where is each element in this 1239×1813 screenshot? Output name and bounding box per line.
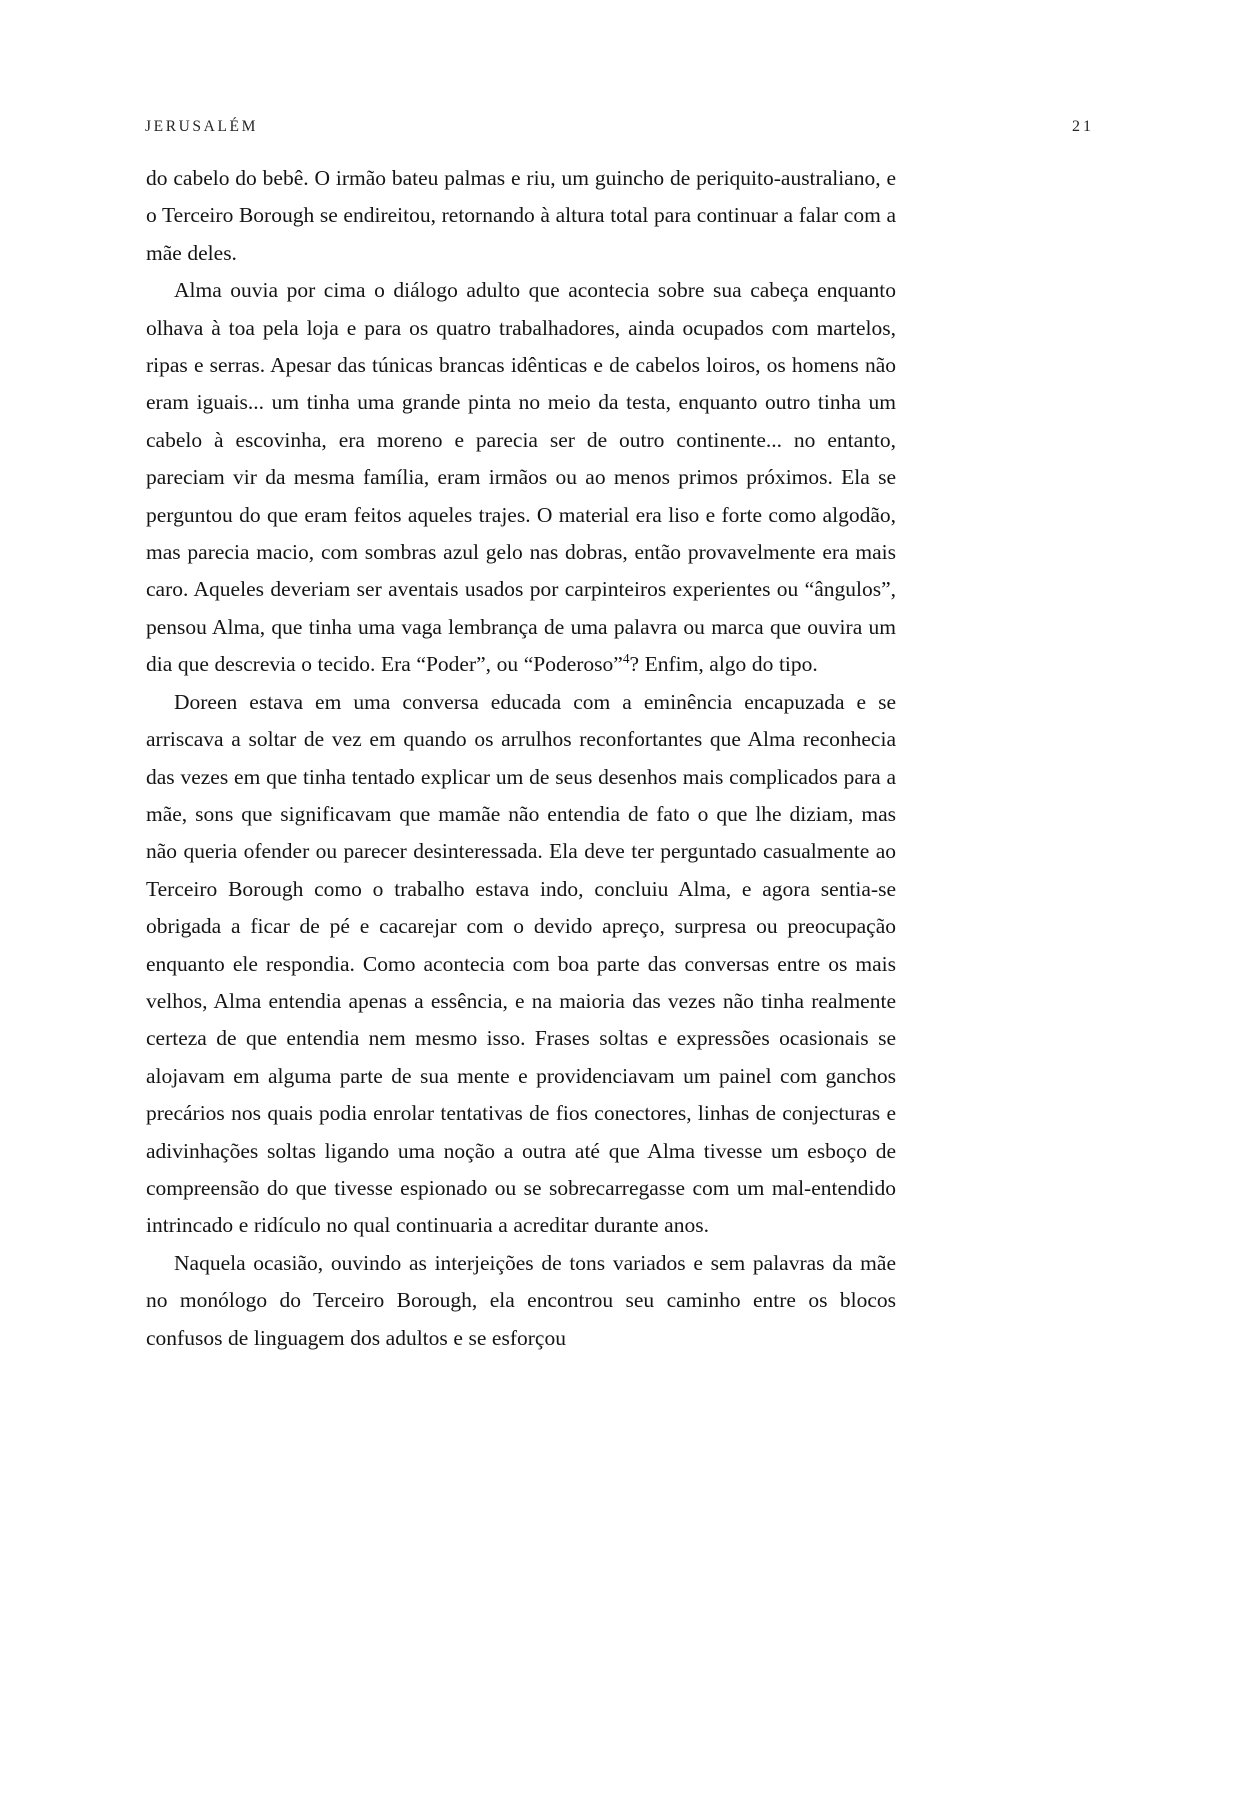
running-head-book-title: JERUSALÉM bbox=[145, 118, 258, 135]
paragraph-2-text-after: ? Enfim, algo do tipo. bbox=[629, 652, 818, 677]
paragraph-2 bbox=[146, 272, 896, 683]
body-text bbox=[146, 160, 896, 1357]
paragraph-3: Doreen estava em uma conversa educada com a eminência encapuzada e se arriscava a soltar de vez em quando os arrulhos reconfortantes que Alma reconhecia das vezes em que tinha tentado explicar um de seus desenhos mais complicados para a mãe, sons que significavam que mamãe não entendia de fato o que lhe diziam, mas não queria ofender ou parecer desinteressada. Ela deve ter perguntado casualmente ao Terceiro Borough como o trabalho estava indo, concluiu Alma, e agora sentia-se obrigada a ficar de pé e cacarejar com o devido apreço, surpresa ou preocupação enquanto ele respondia. Como acontecia com boa parte das conversas entre os mais velhos, Alma entendia apenas a essência, e na maioria das vezes não tinha realmente certeza de que entendia nem mesmo isso. Frases soltas e expressões ocasionais se alojavam em alguma parte de sua mente e providenciavam um painel com ganchos precários nos quais podia enrolar tentativas de fios conectores, linhas de conjecturas e adivinhações soltas ligando uma noção a outra até que Alma tivesse um esboço de compreensão do que tivesse espionado ou se sobrecarregasse com um mal-entendido intrincado e ridículo no qual continuaria a acreditar durante anos. bbox=[146, 689, 896, 1238]
paragraph-1: do cabelo do bebê. O irmão bateu palmas e riu, um guincho de periquito-australiano, e o Terceiro Borough se endireitou, retornando à altura total para continuar a falar com a mãe deles. bbox=[146, 166, 896, 265]
footnote-marker: 4 bbox=[622, 651, 630, 667]
paragraph-2-text: Alma ouvia por cima o diálogo adulto que acontecia sobre sua cabeça enquanto olhava à toa pela loja e para os quatro trabalhadores, ainda ocupados com martelos, ripas e serras. Apesar das túnicas brancas idênticas e de cabelos loiros, os homens não eram iguais... um tinha uma grande pinta no meio da testa, enquanto outro tinha um cabelo à escovinha, era moreno e parecia ser de outro continente... no entanto, pareciam vir da mesma família, eram irmãos ou ao menos primos próximos. Ela se perguntou do que eram feitos aqueles trajes. O material era liso e forte como algodão, mas parecia macio, com sombras azul gelo nas dobras, então provavelmente era mais caro. Aqueles deveriam ser aventais usados por carpinteiros experientes ou “ângulos”, pensou Alma, que tinha uma vaga lembrança de uma palavra ou marca que ouvira um dia que descrevia o tecido. Era “Poder”, ou “Poderoso” bbox=[146, 278, 896, 677]
paragraph-4: Naquela ocasião, ouvindo as interjeições de tons variados e sem palavras da mãe no monólogo do Terceiro Borough, ela encontrou seu caminho entre os blocos confusos de linguagem dos adultos e se esforçou bbox=[146, 1250, 896, 1350]
page-number: 21 bbox=[1072, 118, 1094, 135]
running-head bbox=[145, 118, 1094, 136]
